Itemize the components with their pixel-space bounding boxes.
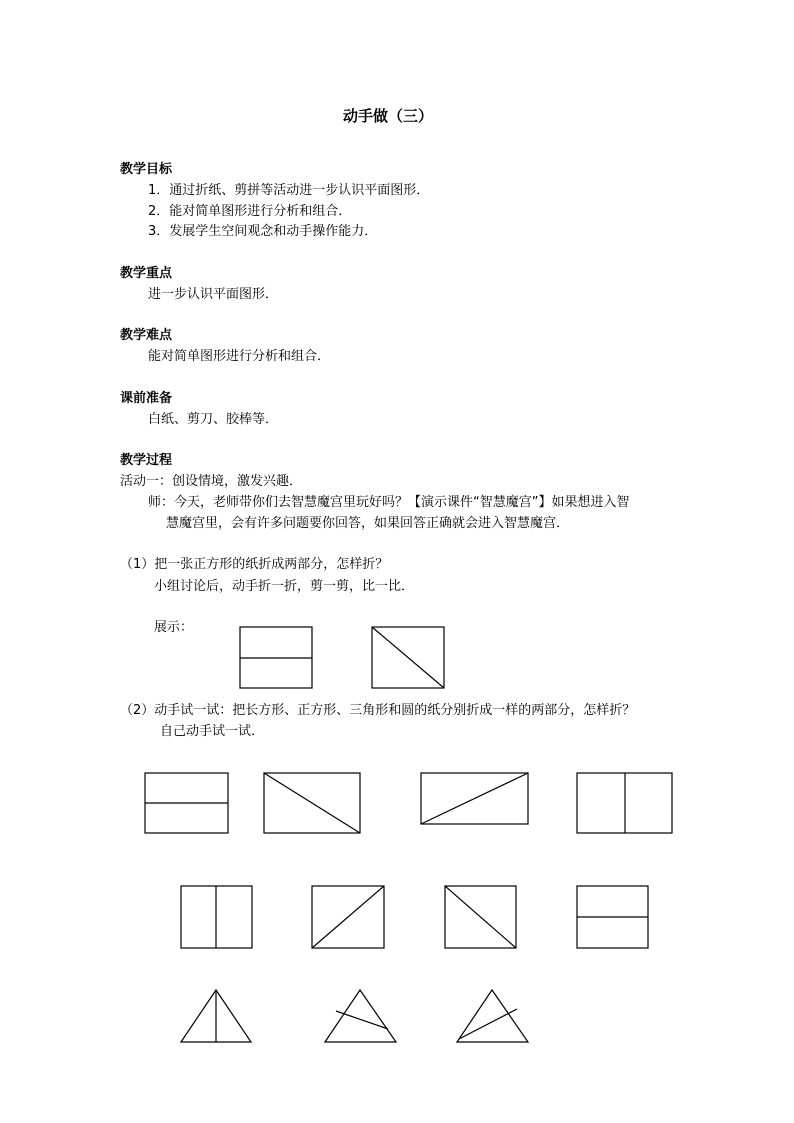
preparation-heading: 课前准备 [120,391,173,406]
question-1-detail: 小组讨论后，动手折一折，剪一剪，比一比． [154,579,415,594]
objective-item-3: 3．发展学生空间观念和动手操作能力． [148,224,378,239]
rectangle-vertical-fold [577,773,672,833]
key-point-heading: 教学重点 [120,266,173,281]
difficulty-text: 能对简单图形进行分析和组合． [148,349,331,364]
square-diagonal-fold-down [445,886,516,948]
square-diagonal-fold-up [312,886,384,948]
objective-item-2: 2．能对简单图形进行分析和组合． [148,204,352,219]
key-point-text: 进一步认识平面图形． [148,287,279,302]
triangle-slanted-fold-left [325,990,396,1042]
process-heading: 教学过程 [120,453,173,468]
rectangle-diagonal-fold-down [264,773,360,833]
preparation-text: 白纸、剪刀、胶棒等． [148,412,279,427]
activity-one: 活动一：创设情境，激发兴趣． [120,474,303,489]
square-horizontal-fold [577,886,648,948]
teacher-line-1: 师：今天，老师带你们去智慧魔宫里玩好吗？【演示课件“智慧魔宫”】如果想进入智 [148,495,630,510]
difficulty-heading: 教学难点 [120,328,173,343]
rectangle-diagonal-fold-up [421,773,528,824]
square-vertical-fold [181,886,252,948]
question-2-detail: 自己动手试一试． [160,724,265,739]
objective-item-1: 1．通过折纸、剪拼等活动进一步认识平面图形． [148,183,430,198]
triangle-median-fold [181,990,251,1042]
show-label: 展示： [154,620,194,635]
demo-square-diagonal-fold [372,627,444,688]
rectangle-horizontal-fold [145,773,228,833]
question-2-prompt: （2）动手试一试：把长方形、正方形、三角形和圆的纸分别折成一样的两部分，怎样折？ [120,703,636,718]
demo-square-horizontal-fold [240,627,312,688]
objectives-heading: 教学目标 [120,162,173,177]
triangle-slanted-fold-right [457,990,528,1042]
page-title: 动手做（三） [343,107,434,125]
teacher-line-2: 慧魔宫里，会有许多问题要你回答，如果回答正确就会进入智慧魔宫． [166,516,570,531]
question-1-prompt: （1）把一张正方形的纸折成两部分，怎样折？ [120,557,389,572]
